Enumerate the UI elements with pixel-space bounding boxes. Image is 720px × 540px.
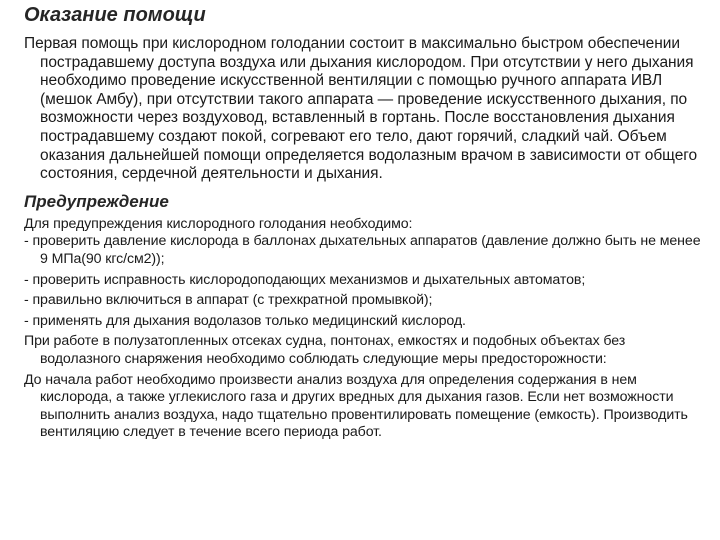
prevention-item-connect: - правильно включиться в аппарат (с трехкратной промывкой);	[24, 292, 433, 309]
prevention-body	[24, 216, 702, 442]
prevention-flooded-compartments: При работе в полузатопленных отсеках судна, понтонах, емкостях и подобных объектах без водолазного снаряжения необходимо соблюдать следующие меры предосторожности:	[24, 333, 626, 367]
prevention-item-pressure: - проверить давление кислорода в баллонах дыхательных аппаратов (давление должно быть не менее 9 МПа(90 кгс/см2));	[24, 233, 701, 267]
prevention-item-medical-oxygen: - применять для дыхания водолазов только медицинский кислород.	[24, 312, 466, 329]
section-title-first-aid: Оказание помощи	[24, 4, 206, 26]
section-title-prevention: Предупреждение	[24, 191, 169, 211]
first-aid-paragraph: Первая помощь при кислородном голодании состоит в максимально быстром обеспечении пострадавшему доступа воздуха или дыхания кислородом. При отсутствии у него дыхания необходимо проведение искусственной вентиляции с помощью ручного аппарата ИВЛ (мешок Амбу), при отсутствии такого аппарата — проведение искусственного дыхания, по возможности через воздуховод, вставленный в гортань. После восстановления дыхания пострадавшему создают покой, согревают его тело, дают горячий, сладкий чай. Объем оказания дальнейшей помощи определяется водолазным врачом в зависимости от общего состояния, сердечной деятельности и дыхания.	[24, 35, 698, 183]
prevention-intro: Для предупреждения кислородного голодания необходимо:	[24, 215, 413, 232]
prevention-air-analysis: До начала работ необходимо произвести анализ воздуха для определения содержания в нем кислорода, а также углекислого газа и других вредных для дыхания газов. Если нет возможности выполнить анализ воздуха, надо тщательно провентилировать помещение (емкость). Производить вентиляцию следует в течение всего периода работ.	[24, 371, 688, 441]
prevention-item-mechanisms: - проверить исправность кислородоподающих механизмов и дыхательных автоматов;	[24, 271, 586, 288]
